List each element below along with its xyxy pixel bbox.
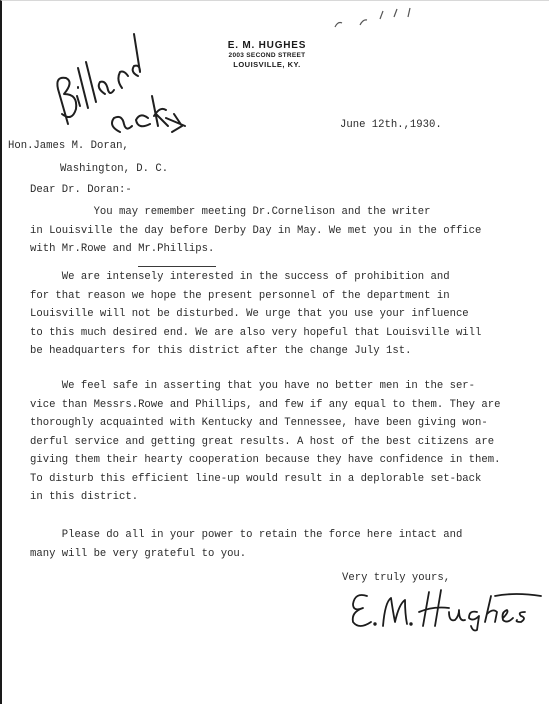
letterhead <box>212 40 322 69</box>
letterhead-name: E. M. HUGHES <box>227 40 307 51</box>
letterhead-address: 2003 SECOND STREET <box>228 52 306 59</box>
paragraph-2 <box>30 268 510 361</box>
pencil-marks <box>330 5 420 35</box>
paragraph-line: vice than Messrs.Rowe and Phillips, and few if any equal to them. They are <box>30 398 501 411</box>
letterhead-city: LOUISVILLE, KY. <box>233 60 301 69</box>
paragraph-line: in Louisville the day before Derby Day in May. We met you in the office <box>30 224 482 237</box>
paragraph-line: many will be very grateful to you. <box>30 547 247 560</box>
letter-date: June 12th.,1930. <box>340 119 442 131</box>
paragraph-line: You may remember meeting Dr.Cornelison and the writer <box>30 206 431 218</box>
paragraph-line: To disturb this efficient line-up would result in a deplorable set-back <box>30 472 482 485</box>
paragraph-line: with Mr.Rowe and Mr.Phillips. <box>30 243 215 255</box>
paragraph-line: be headquarters for this district after the change July 1st. <box>30 345 412 357</box>
paragraph-line: We feel safe in asserting that you have no better men in the ser- <box>30 380 476 392</box>
recipient-name: Hon.James M. Doran, <box>8 140 129 152</box>
paragraph-line: for that reason we hope the present personnel of the department in <box>30 289 450 302</box>
paragraph-line: to this much desired end. We are also very hopeful that Louisville will <box>30 326 482 339</box>
closing: Very truly yours, <box>342 572 451 584</box>
paragraph-line: giving them their hearty cooperation because they have confidence in them. <box>30 454 501 466</box>
paragraph-4 <box>30 526 510 563</box>
paragraph-line: thoroughly acquainted with Kentucky and Tennessee, have been giving won- <box>30 417 488 429</box>
paragraph-3 <box>30 377 510 507</box>
salutation: Dear Dr. Doran:- <box>30 184 132 196</box>
signature <box>345 582 545 632</box>
paragraph-line: Louisville will not be disturbed. We urge that you use your influence <box>30 308 469 320</box>
paragraph-line: We are intensely interested in the success of prohibition and <box>30 271 450 283</box>
paragraph-line: in this district. <box>30 491 139 503</box>
paragraph-line: Please do all in your power to retain the force here intact and <box>30 529 463 541</box>
handwritten-underline <box>138 266 216 267</box>
paragraph-line: derful service and getting great results. A host of the best citizens are <box>30 435 495 448</box>
handwritten-annotation <box>50 14 200 144</box>
recipient-location: Washington, D. C. <box>60 163 169 175</box>
paragraph-1 <box>30 203 510 259</box>
